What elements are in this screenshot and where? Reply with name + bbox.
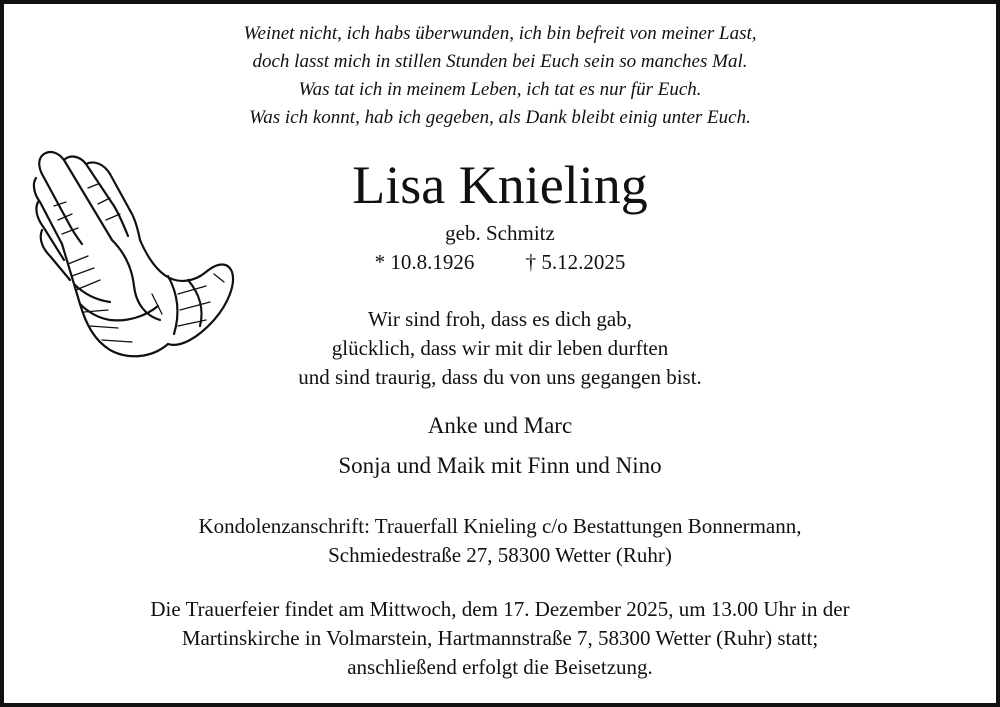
- poem-line: Weinet nicht, ich habs überwunden, ich bin befreit von meiner Last,: [243, 23, 757, 44]
- service-line: Martinskirche in Volmarstein, Hartmannstraße 7, 58300 Wetter (Ruhr) statt;: [181, 626, 819, 650]
- farewell-verse: [4, 305, 996, 392]
- family-line: Anke und Marc: [427, 413, 573, 438]
- family-line: Sonja und Maik mit Finn und Nino: [338, 453, 662, 478]
- deceased-name: Lisa Knieling: [352, 155, 648, 215]
- service-line: Die Trauerfeier findet am Mittwoch, dem 17. Dezember 2025, um 13.00 Uhr in der: [150, 597, 850, 621]
- death-date: † 5.12.2025: [525, 250, 626, 274]
- condolence-line: Schmiedestraße 27, 58300 Wetter (Ruhr): [328, 543, 672, 567]
- birth-date: * 10.8.1926: [374, 250, 475, 274]
- service-line: anschließend erfolgt die Beisetzung.: [347, 655, 653, 679]
- funeral-service-info: [4, 595, 996, 682]
- poem: [4, 20, 996, 132]
- family-names: [4, 406, 996, 486]
- verse-line: glücklich, dass wir mit dir leben durften: [331, 336, 669, 360]
- poem-line: doch lasst mich in stillen Stunden bei Euch sein so manches Mal.: [252, 51, 748, 72]
- condolence-line: Kondolenzanschrift: Trauerfall Knieling c/o Bestattungen Bonnermann,: [198, 514, 802, 538]
- life-dates: [4, 248, 996, 276]
- verse-line: und sind traurig, dass du von uns gegangen bist.: [298, 365, 702, 389]
- verse-line: Wir sind froh, dass es dich gab,: [368, 307, 632, 331]
- poem-line: Was ich konnt, hab ich gegeben, als Dank bleibt einig unter Euch.: [249, 107, 751, 128]
- poem-line: Was tat ich in meinem Leben, ich tat es nur für Euch.: [298, 79, 702, 100]
- condolence-address: [4, 512, 996, 570]
- maiden-name: geb. Schmitz: [445, 221, 555, 245]
